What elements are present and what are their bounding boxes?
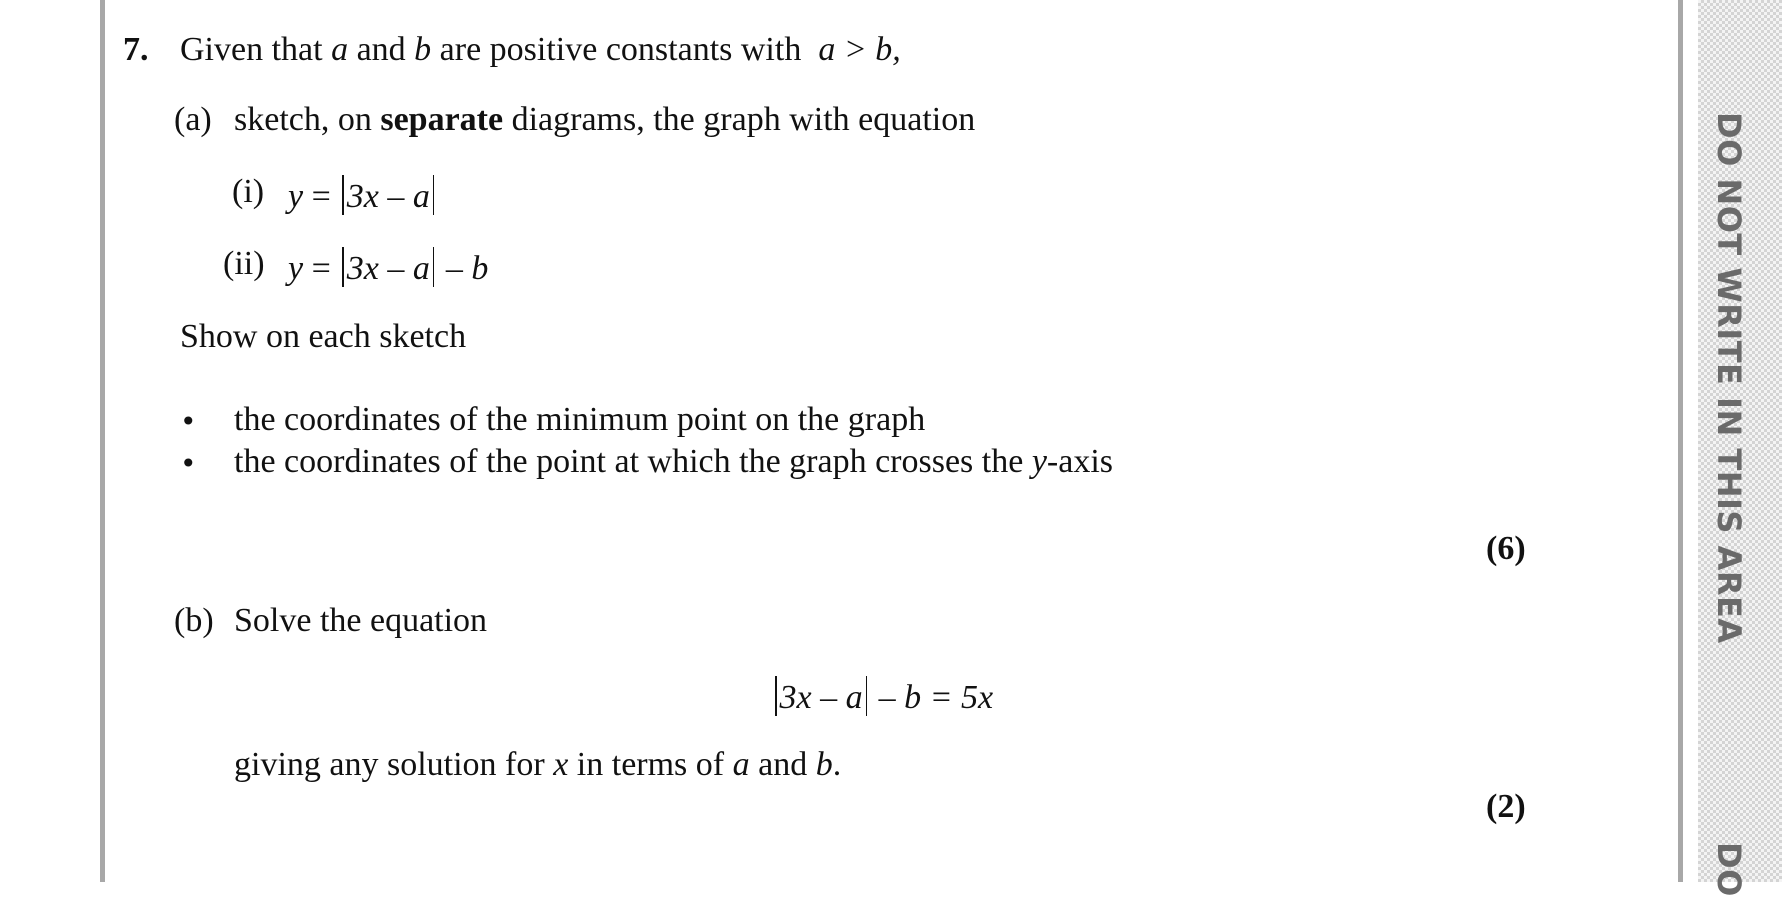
question-condition: a > b, bbox=[818, 31, 901, 68]
right-border-rule bbox=[1678, 0, 1683, 882]
bullet-marker: • bbox=[180, 447, 197, 480]
margin-notice-repeat: DO bbox=[1710, 842, 1748, 897]
sub-ii-equation: y = 3x – a – b bbox=[288, 247, 488, 287]
bullet-marker: • bbox=[180, 405, 197, 438]
margin-notice: DO NOT WRITE IN THIS AREA bbox=[1710, 112, 1748, 644]
bullet-item: the coordinates of the point at which the graph crosses the y-axis bbox=[234, 443, 1114, 480]
show-instruction: Show on each sketch bbox=[180, 318, 467, 355]
part-a-label: (a) bbox=[174, 101, 212, 138]
part-b-equation: 3x – a – b = 5x bbox=[772, 676, 993, 716]
part-a-marks: (6) bbox=[1486, 530, 1526, 567]
sub-i-equation: y = 3x – a bbox=[288, 175, 437, 215]
part-b-giving: giving any solution for x in terms of a and b. bbox=[234, 746, 842, 783]
question-number: 7. bbox=[123, 31, 149, 68]
part-a-text: sketch, on separate diagrams, the graph with equation bbox=[234, 101, 976, 138]
bullet-item: the coordinates of the minimum point on the graph bbox=[234, 401, 926, 438]
question-intro: Given that a and b are positive constants with a > b, bbox=[180, 31, 901, 68]
part-b-text: Solve the equation bbox=[234, 602, 488, 639]
part-b-marks: (2) bbox=[1486, 788, 1526, 825]
sub-ii-label: (ii) bbox=[223, 245, 265, 282]
sub-i-label: (i) bbox=[232, 173, 265, 210]
left-border-rule bbox=[100, 0, 105, 882]
part-b-label: (b) bbox=[174, 602, 214, 639]
